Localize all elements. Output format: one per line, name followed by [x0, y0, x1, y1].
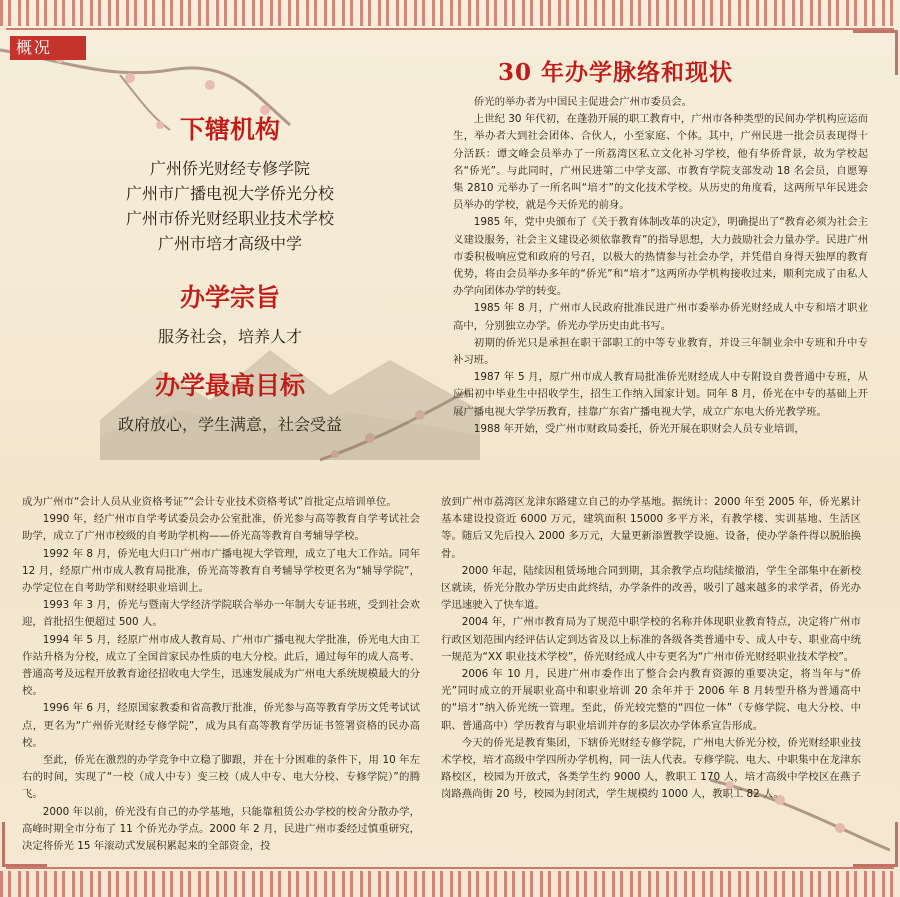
section-tag: 概况: [10, 36, 86, 60]
paragraph: 1988 年开始，受广州市财政局委托，侨光开展在职财会人员专业培训，: [473, 422, 805, 435]
left-column: [70, 110, 390, 438]
mission-title: 办学宗旨: [179, 283, 280, 312]
corner-ornament: [853, 30, 898, 75]
institution-item: 广州市广播电视大学侨光分校: [125, 184, 334, 203]
paragraph: 1992 年 8 月，侨光电大归口广州市广播电视大学管理，成立了电大工作站。同年 12 月，经原广州市成人教育局批准，侨光高等教育自考辅导学校更名为“辅导学院”，办学定位在自考助学和财经职业培训上。: [22, 547, 420, 595]
paragraph: 初期的侨光只是承担在职干部职工的中等专业教育，并设三年制业余中专班和升中专补习班。: [453, 336, 868, 367]
paragraph: 2006 年 10 月，民进广州市委作出了整合会内教育资源的重要决定，将当年与“侨光”同时成立的开展职业高中和职业培训 20 余年并于 2006 年 8 月转型升格为普通高中的“培才”纳入侨光统一管理。至此，侨光较完整的“四位一体”（专修学院、电大分校、中职、普通高中）学历教育与职业培训并存的多层次办学体系宣告形成。: [441, 668, 861, 732]
paragraph: 侨光的举办者为中国民主促进会广州市委员会。: [473, 96, 692, 108]
paragraph: 2000 年以前，侨光没有自己的办学基地，只能靠租赁公办学校的校舍分散办学，高峰时期全市分布了 11 个侨光办学点。2000 年 2 月，民进广州市委经过慎重研究，决定将侨光 15 年滚动式发展积累起来的全部资金，投: [22, 805, 420, 853]
bottom-border-pattern: [0, 871, 900, 897]
bottom-right-column: [441, 494, 861, 804]
main-title: 30 年办学脉络和现状: [498, 59, 734, 86]
paragraph: 上世纪 30 年代初，在蓬勃开展的职工教育中，广州市各种类型的民间办学机构应运而生，举办者大到社会团体、合伙人，小至家庭、个体。其中，广州民进一批会员表现得十分活跃：谭文峰会员举办了一所荔湾区私立文化补习学校，他有华侨背景，故为学校起名“侨光”。与此同时，广州民进第二中学支部、市教育学院支部发动 18 名会员，自愿筹集 2810 元举办了一所名叫“培才”的文化技术学校。从历史的角度看，这两所早年民进会员举办的学校，就是今天侨光的前身。: [453, 113, 868, 212]
paragraph: 1990 年，经广州市自学考试委员会办公室批准，侨光参与高等教育自学考试社会助学，成立了广州市校级的自考助学机构——侨光高等教育自考辅导学校。: [22, 513, 420, 543]
institution-item: 广州市培才高级中学: [157, 234, 302, 253]
paragraph: 今天的侨光是教育集团，下辖侨光财经专修学院，广州电大侨光分校，侨光财经职业技术学校，培才高级中学四所办学机构，同一法人代表。专修学院、电大、中职集中在龙津东路校区，校园为开放式，各类学生约 9000 人，教职工 170 人，培才高级中学校区在燕子岗路燕尚街 20 号，校园为封闭式，学生规模约 1000 人，教职工 82 人。: [441, 736, 861, 801]
paragraph: 1993 年 3 月，侨光与暨南大学经济学院联合举办一年制大专证书班，受到社会欢迎，首批招生便超过 500 人。: [22, 599, 420, 629]
institution-item: 广州市侨光财经职业技术学校: [125, 209, 334, 228]
goal-title: 办学最高目标: [154, 371, 305, 400]
goal-text: 政府放心，学生满意，社会受益: [117, 415, 342, 434]
paragraph: 1994 年 5 月，经原广州市成人教育局、广州市广播电视大学批准，侨光电大由工作站升格为分校，成立了全国首家民办性质的电大分校。此后，通过每年的成人高考、普通高考及远程开放教育途径招收电大学生，迅速发展成为广州电大系统规模最大的分校。: [22, 633, 420, 698]
mission-text: 服务社会，培养人才: [157, 327, 302, 346]
paragraph: 1985 年，党中央颁布了《关于教育体制改革的决定》，明确提出了“教育必须为社会主义建设服务，社会主义建设必须依靠教育”的指导思想，大力鼓励社会力量办学。民进广州市委积极响应党和政府的号召，以极大的热情参与社会办学，并凭借自身得天独厚的教育优势，将由会员举办多年的“侨光”和“培才”这两所办学机构接收过来，顺利完成了由私人办学向团体办学的转变。: [453, 216, 868, 298]
right-column: [453, 94, 868, 438]
paragraph: 2004 年，广州市教育局为了规范中职学校的名称并体现职业教育特点，决定将广州市行政区划范围内经评估认定到达省及以上标准的各级各类普通中专、成人中专、职业高中统一规范为“XX 职业技术学校”，侨光财经成人中专更名为“广州市侨光财经职业技术学校”。: [441, 616, 861, 663]
top-border-pattern: [0, 0, 900, 26]
paragraph: 1987 年 5 月，原广州市成人教育局批准侨光财经成人中专附设自费普通中专班，从应届初中毕业生中招收学生，招生工作纳入国家计划。同年 8 月，侨光在中专的基础上开展广播电视大学学历教育，挂靠广东省广播电视大学，成立广东电大侨光教学班。: [453, 371, 868, 418]
paragraph: 放到广州市荔湾区龙津东路建立自己的办学基地。据统计：2000 年至 2005 年，侨光累计基本建设投资近 6000 万元，建筑面积 15000 多平方米，有教学楼、实训基地、生活区等。随后又先后投入 2000 多万元，大量更新添置教学设施、设备，使办学条件得以脱胎换骨。: [441, 496, 861, 560]
bottom-rule: [6, 867, 894, 869]
bottom-left-column: [22, 494, 420, 855]
paragraph: 至此，侨光在激烈的办学竞争中立稳了脚跟，并在十分困难的条件下，用 10 年左右的时间，实现了“一校（成人中专）变三校（成人中专、电大分校、专修学院）”的腾飞。: [22, 754, 420, 801]
institutions-title: 下辖机构: [179, 115, 280, 144]
paragraph: 1996 年 6 月，经原国家教委和省高教厅批准，侨光参与高等教育学历文凭考试试点，更名为“广州侨光财经专修学院”，成为具有高等教育学历证书签署资格的民办高校。: [22, 702, 420, 749]
paragraph: 2000 年起，陆续因租赁场地合同到期，其余教学点均陆续撤消，学生全部集中在新校区就读，侨光分散办学历史由此终结，办学条件的改善，吸引了越来越多的求学者，侨光办学迅速驶入了快车道。: [441, 564, 861, 612]
institution-item: 广州侨光财经专修学院: [149, 159, 310, 178]
paragraph: 成为广州市“会计人员从业资格考证”“会计专业技术资格考试”首批定点培训单位。: [22, 496, 397, 508]
paragraph: 1985 年 8 月，广州市人民政府批准民进广州市委举办侨光财经成人中专和培才职业高中，分别独立办学。侨光办学历史由此书写。: [453, 302, 868, 332]
